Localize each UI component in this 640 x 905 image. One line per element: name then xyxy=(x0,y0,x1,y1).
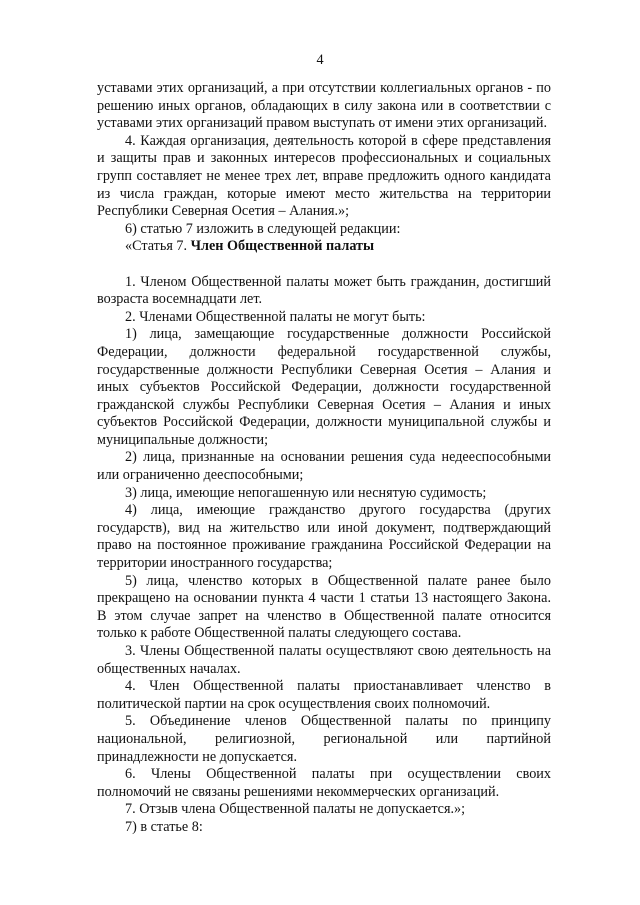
article-paragraph: 6. Члены Общественной палаты при осуществлении своих полномочий не связаны решениями некоммерческих организаций. xyxy=(97,766,551,800)
article-heading-title: Член Общественной палаты xyxy=(190,238,375,255)
article-paragraph: 4. Член Общественной палаты приостанавливает членство в политической партии на срок осуществления своих полномочий. xyxy=(97,678,551,712)
article-paragraph: 5. Объединение членов Общественной палаты по принципу национальной, религиозной, региональной или партийной принадлежности не допускается. xyxy=(97,713,551,765)
paragraph-continuation: уставами этих организаций, а при отсутствии коллегиальных органов - по решению иных органов, обладающих в силу закона или в соответствии с уставами этих организаций правом выступать от имени этих организаций. xyxy=(97,80,551,132)
article-paragraph: 3. Члены Общественной палаты осуществляют свою деятельность на общественных началах. xyxy=(97,643,551,677)
article-paragraph: 1) лица, замещающие государственные должности Российской Федерации, должности федеральной государственной службы, государственные должности Республики Северная Осетия – Алания и иных субъектов Российской Федерации, должности государственной гражданской службы Республики Северная Осетия – Алания и иных субъектов Российской Федерации, должности муниципальной службы и муниципальные должности; xyxy=(97,326,551,448)
article-paragraph: 5) лица, членство которых в Общественной палате ранее было прекращено на основании пункта 4 части 1 статьи 13 настоящего Закона. В этом случае запрет на членство в Общественной палате относится только к работе Общественной палаты следующего состава. xyxy=(97,572,551,642)
article-paragraph: 4) лица, имеющие гражданство другого государства (других государств), вид на жительство или иной документ, подтверждающий право на постоянное проживание гражданина Российской Федерации на территории иностранного государства; xyxy=(97,502,551,572)
article-paragraph: 2. Членами Общественной палаты не могут быть: xyxy=(125,308,426,325)
paragraph-amendment-6: 6) статью 7 изложить в следующей редакции: xyxy=(125,220,401,237)
article-paragraph: 2) лица, признанные на основании решения суда недееспособными или ограниченно дееспособными; xyxy=(97,449,551,484)
blank-line xyxy=(97,256,551,274)
article-paragraph: 7. Отзыв члена Общественной палаты не допускается.»; xyxy=(125,801,466,818)
document-body xyxy=(97,80,551,837)
article-paragraph: 3) лица, имеющие непогашенную или неснятую судимость; xyxy=(125,484,487,501)
article-paragraph: 7) в статье 8: xyxy=(125,818,203,835)
paragraph-item-4: 4. Каждая организация, деятельность которой в сфере представления и защиты прав и законных интересов профессиональных и социальных групп составляет не менее трех лет, вправе предложить одного кандидата из числа граждан, которые имеют место жительства на территории Республики Северная Осетия – Алания.»; xyxy=(97,132,551,220)
article-paragraph: 1. Членом Общественной палаты может быть гражданин, достигший возраста восемнадцати лет. xyxy=(97,273,551,308)
article-heading-prefix: «Статья 7. xyxy=(125,238,191,255)
page-number: 4 xyxy=(316,52,324,68)
article-heading xyxy=(97,238,551,256)
